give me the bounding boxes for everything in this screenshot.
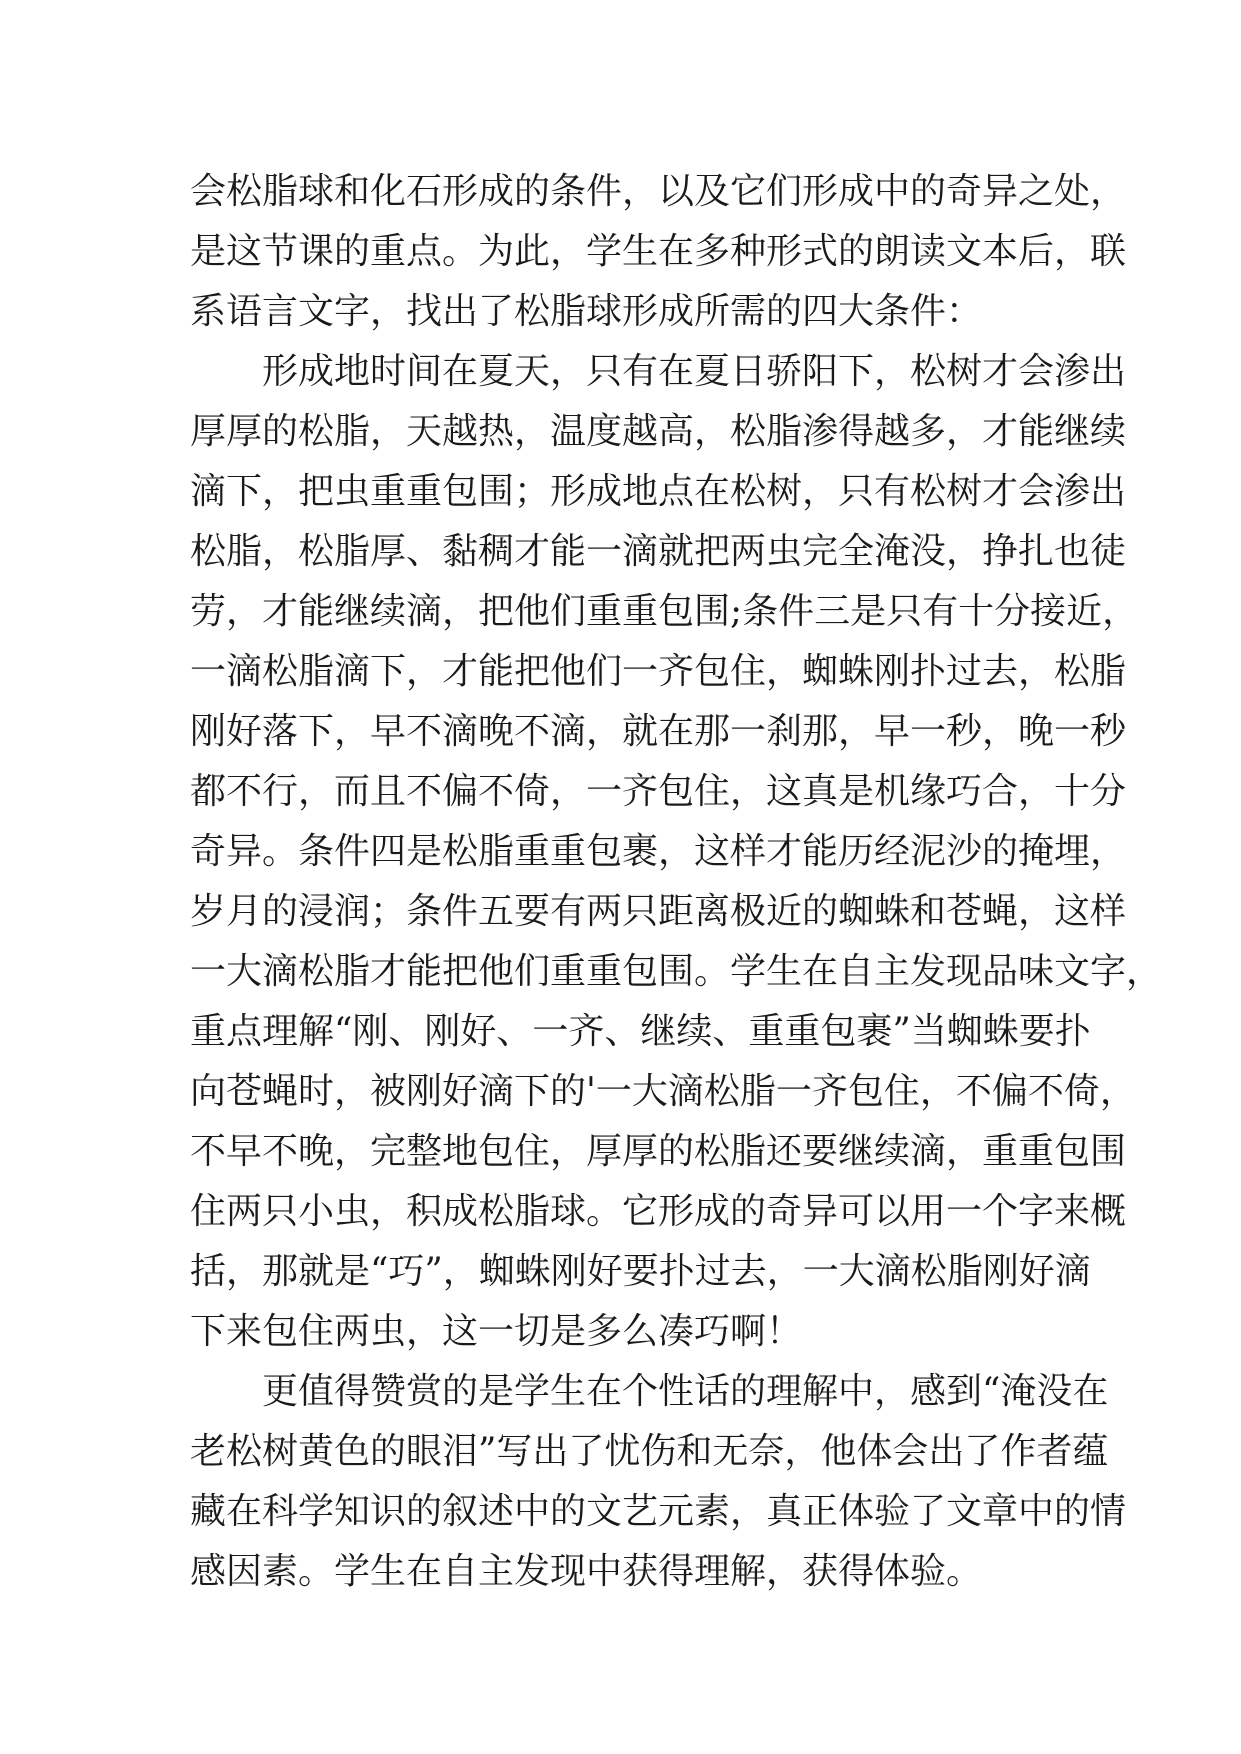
- document-page: [190, 162, 1163, 1602]
- text-line: 住两只小虫，积成松脂球。它形成的奇异可以用一个字来概: [190, 1191, 1127, 1232]
- text-line: 感因素。学生在自主发现中获得理解，获得体验。: [190, 1551, 983, 1592]
- text-line: 一大滴松脂才能把他们重重包围。学生在自主发现品味文字，: [190, 951, 1163, 992]
- text-line: 会松脂球和化石形成的条件，以及它们形成中的奇异之处，: [190, 171, 1127, 212]
- text-line: 老松树黄色的眼泪”写出了忧伤和无奈，他体会出了作者蕴: [190, 1431, 1109, 1472]
- text-line: 更值得赞赏的是学生在个性话的理解中，感到“淹没在: [190, 1371, 1109, 1412]
- text-line: 一滴松脂滴下，才能把他们一齐包住，蜘蛛刚扑过去，松脂: [190, 651, 1127, 692]
- text-line: 不早不晚，完整地包住，厚厚的松脂还要继续滴，重重包围: [190, 1131, 1127, 1172]
- text-line: 劳，才能继续滴，把他们重重包围;条件三是只有十分接近，: [190, 591, 1139, 632]
- text-line: 都不行，而且不偏不倚，一齐包住，这真是机缘巧合，十分: [190, 771, 1127, 812]
- text-line: 岁月的浸润；条件五要有两只距离极近的蜘蛛和苍蝇，这样: [190, 891, 1127, 932]
- text-line: 向苍蝇时，被刚好滴下的'一大滴松脂一齐包住，不偏不倚，: [190, 1071, 1136, 1112]
- text-line: 下来包住两虫，这一切是多么凑巧啊！: [190, 1311, 803, 1352]
- text-line: 松脂，松脂厚、黏稠才能一滴就把两虫完全淹没，挣扎也徒: [190, 531, 1127, 572]
- text-line: 滴下，把虫重重包围；形成地点在松树，只有松树才会渗出: [190, 471, 1127, 512]
- text-line: 藏在科学知识的叙述中的文艺元素，真正体验了文章中的情: [190, 1491, 1127, 1532]
- text-line: 是这节课的重点。为此，学生在多种形式的朗读文本后，联: [190, 231, 1127, 272]
- text-line: 厚厚的松脂，天越热，温度越高，松脂渗得越多，才能继续: [190, 411, 1127, 452]
- text-line: 系语言文字，找出了松脂球形成所需的四大条件：: [190, 291, 983, 332]
- text-line: 括，那就是“巧”，蜘蛛刚好要扑过去，一大滴松脂刚好滴: [190, 1251, 1091, 1292]
- text-line: 重点理解“刚、刚好、一齐、继续、重重包裹”当蜘蛛要扑: [190, 1011, 1091, 1052]
- text-line: 奇异。条件四是松脂重重包裹，这样才能历经泥沙的掩埋，: [190, 831, 1127, 872]
- text-line: 形成地时间在夏天，只有在夏日骄阳下，松树才会渗出: [190, 351, 1127, 392]
- text-line: 刚好落下，早不滴晚不滴，就在那一刹那，早一秒，晚一秒: [190, 711, 1127, 752]
